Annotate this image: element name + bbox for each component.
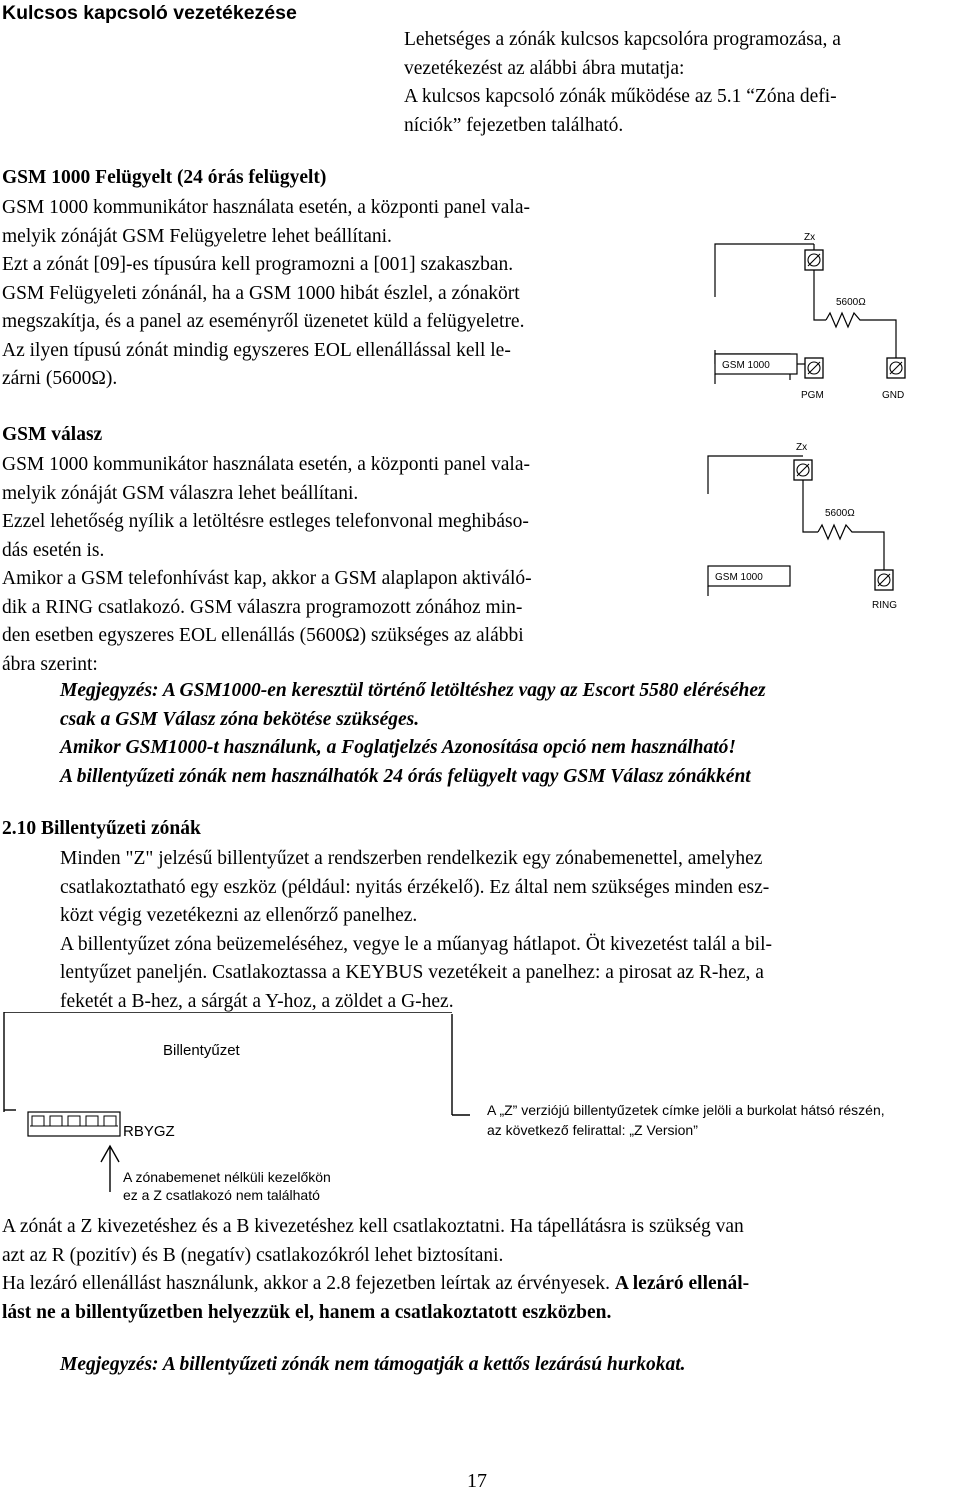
note-line: Amikor GSM1000-t használunk, a Foglatjelzés Azonosítása opció nem használható!	[60, 737, 736, 758]
keypad-zones-heading: 2.10 Billentyűzeti zónák	[2, 818, 201, 839]
arrow-note-line: A zónabemenet nélküli kezelőkön	[123, 1169, 331, 1185]
text-line: níciók” fejezetben található.	[404, 114, 624, 136]
text-line: Ezzel lehetőség nyílik a letöltésre estleges telefonvonal meghibáso-	[2, 511, 529, 532]
text-line	[2, 1299, 953, 1328]
zx-label: Zx	[796, 442, 808, 453]
text-line: Az ilyen típusú zónát mindig egyszeres EOL ellenállással kell le-	[2, 339, 511, 361]
page-number: 17	[467, 1470, 487, 1492]
text-line: Amikor a GSM telefonhívást kap, akkor a GSM alaplapon aktiváló-	[2, 568, 532, 589]
resistor-label: 5600Ω	[836, 297, 866, 308]
gsm-answer-heading: GSM válasz	[2, 424, 103, 445]
text-line: den esetben egyszeres EOL ellenállás (5600Ω) szükséges az alábbi	[2, 625, 524, 646]
text-line: dás esetén is.	[2, 539, 105, 561]
ring-label: RING	[872, 600, 897, 611]
gsm-supervised-wiring-diagram	[700, 222, 950, 407]
text-line: feketét a B-hez, a sárgát a Y-hoz, a zöldet a G-hez.	[60, 990, 454, 1012]
gsm-module-label: GSM 1000	[722, 360, 770, 371]
resistor-symbol	[818, 525, 858, 539]
text-line: A billentyűzet zóna beüzemeléséhez, vegye le a műanyag hátlapot. Öt kivezetést talál a bil-	[60, 933, 772, 955]
text-line: melyik zónáját GSM Felügyeletre lehet beállítani.	[2, 225, 392, 247]
text-line: ábra szerint:	[2, 653, 98, 675]
gsm-supervised-text	[2, 194, 666, 394]
text-line: dik a RING csatlakozó. GSM válaszra programozott zónához min-	[2, 596, 523, 618]
gsm-answer-wiring-diagram	[700, 436, 950, 616]
text-line	[2, 1270, 953, 1299]
text-line: GSM Felügyeleti zónánál, ha a GSM 1000 hibát észlel, a zónakört	[2, 282, 520, 304]
text-line: csatlakoztatható egy eszköz (például: nyitás érzékelő). Ez által nem szükséges minden esz-	[60, 876, 770, 898]
text-line: GSM 1000 kommunikátor használata esetén, a központi panel vala-	[2, 197, 530, 218]
keypad-zones-text	[60, 845, 953, 1016]
text-line: A zónát a Z kivezetéshez és a B kivezetéshez kell csatlakoztatni. Ha tápellátásra is szükség van	[2, 1216, 744, 1237]
resistor-symbol	[826, 313, 866, 327]
keypad-wiring-text	[2, 1213, 953, 1327]
version-note-line: A „Z” verziójú billentyűzetek címke jelöli a burkolat hátsó részén,	[487, 1102, 885, 1118]
text-line: lentyűzet paneljén. Csatlakoztassa a KEYBUS vezetékeit a panelhez: a pirosat az R-hez, a	[60, 962, 764, 983]
text-line: azt az R (pozitív) és B (negatív) csatlakozókról lehet biztosítani.	[2, 1244, 504, 1266]
text-line: melyik zónáját GSM válaszra lehet beállítani.	[2, 482, 359, 504]
zx-label: Zx	[804, 232, 816, 243]
text-line: megszakítja, és a panel az eseményről üzenetet küld a felügyeletre.	[2, 311, 525, 332]
note-line: Megjegyzés: A GSM1000-en keresztül történő letöltéshez vagy az Escort 5580 eléréséhez	[60, 680, 766, 701]
bold-run: lást ne a billentyűzetben helyezzük el, hanem a csatlakoztatott eszközben.	[2, 1301, 612, 1323]
gnd-label: GND	[882, 390, 905, 401]
bold-run: A lezáró ellenál-	[614, 1273, 750, 1294]
text-line: A kulcsos kapcsoló zónák működése az 5.1 “Zóna defi-	[404, 86, 837, 107]
gsm-answer-text	[2, 451, 666, 679]
arrow-note-line: ez a Z csatlakozó nem található	[123, 1187, 320, 1203]
text-run: Ha lezáró ellenállást használunk, akkor a 2.8 fejezetben leírtak az érvényesek.	[2, 1273, 615, 1294]
key-switch-heading: Kulcsos kapcsoló vezetékezése	[2, 2, 297, 24]
note-line: csak a GSM Válasz zóna bekötése szükséges.	[60, 708, 420, 730]
key-switch-text	[404, 26, 954, 140]
text-line: Minden "Z" jelzésű billentyűzet a rendszerben rendelkezik egy zónabemenettel, amelyhez	[60, 848, 763, 869]
version-note-line: az következő felirattal: „Z Version”	[487, 1122, 698, 1138]
keypad-label: Billentyűzet	[163, 1042, 240, 1059]
keypad-figure	[0, 1012, 960, 1207]
note-line: A billentyűzeti zónák nem használhatók 24 órás felügyelt vagy GSM Válasz zónákként	[60, 765, 751, 787]
text-line: Ezt a zónát [09]-es típusúra kell programozni a [001] szakaszban.	[2, 254, 514, 275]
text-line: közt végig vezetékezni az ellenőrző panelhez.	[60, 905, 418, 926]
text-line: vezetékezést az alábbi ábra mutatja:	[404, 57, 685, 79]
terminal-labels: RBYGZ	[123, 1123, 175, 1140]
gsm-module-label: GSM 1000	[715, 572, 763, 583]
gsm-supervised-heading: GSM 1000 Felügyelt (24 órás felügyelt)	[2, 167, 327, 188]
text-line: GSM 1000 kommunikátor használata esetén, a központi panel vala-	[2, 454, 530, 475]
resistor-label: 5600Ω	[825, 508, 855, 519]
final-note: Megjegyzés: A billentyűzeti zónák nem támogatják a kettős lezárású hurkokat.	[60, 1354, 686, 1375]
pgm-label: PGM	[801, 390, 824, 401]
gsm-notes	[60, 677, 955, 791]
text-line: zárni (5600Ω).	[2, 368, 118, 389]
text-line: Lehetséges a zónák kulcsos kapcsolóra programozása, a	[404, 29, 841, 50]
